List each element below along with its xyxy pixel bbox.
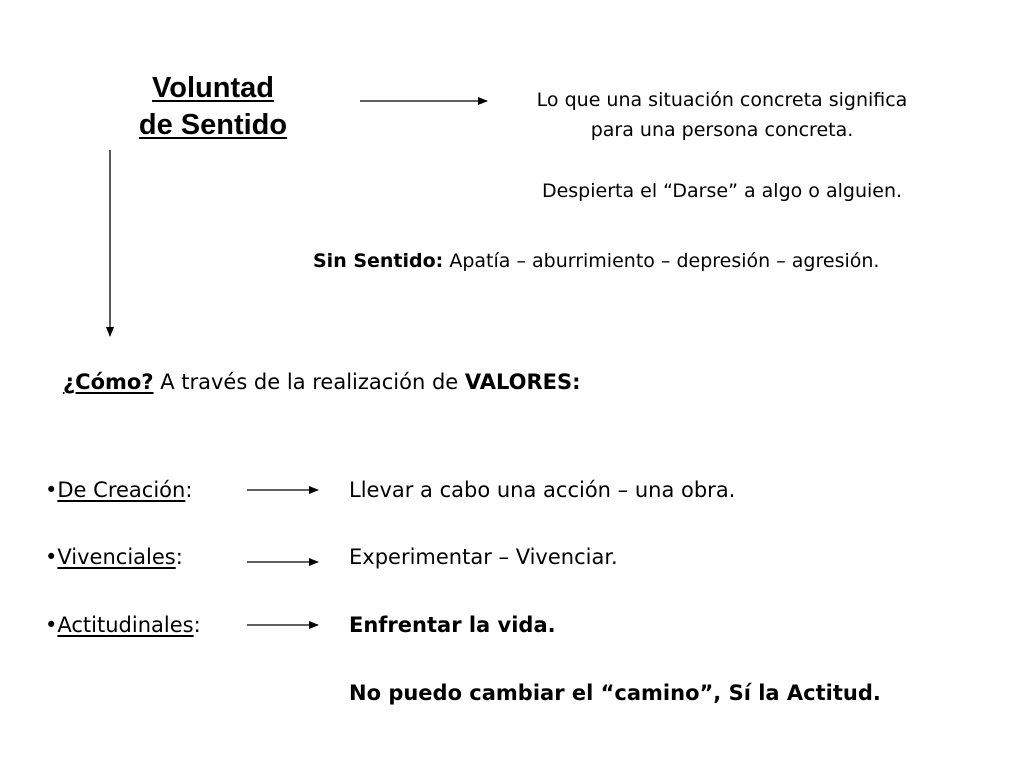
definition-line-2: para una persona concreta. (590, 119, 854, 141)
como-question: ¿Cómo? (63, 370, 154, 394)
despierta-text: Despierta el “Darse” a algo o alguien. (541, 180, 903, 202)
title-line-1: Voluntad (152, 72, 274, 104)
value-label-vivenciales: Vivenciales (57, 545, 176, 569)
definition-line-1: Lo que una situación concreta significa (536, 89, 908, 111)
value-desc-actitudinales: Enfrentar la vida. (349, 613, 556, 637)
value-colon: : (175, 545, 183, 569)
sin-sentido-line (313, 246, 879, 276)
definition-text (472, 85, 972, 145)
como-colon: : (572, 370, 581, 394)
value-desc-vivenciales: Experimentar – Vivenciar. (349, 545, 618, 569)
value-item-creacion (45, 475, 192, 505)
value-colon: : (193, 613, 201, 637)
bullet: • (45, 545, 58, 569)
value-colon: : (185, 478, 193, 502)
como-line (63, 367, 581, 397)
sin-sentido-label: Sin Sentido: (313, 250, 444, 272)
sin-sentido-text: Apatía – aburrimiento – depresión – agresión. (443, 250, 880, 272)
value-item-vivenciales (45, 542, 183, 572)
title-line-2: de Sentido (138, 109, 288, 141)
value-label-creacion: De Creación (57, 478, 186, 502)
bullet: • (45, 478, 58, 502)
valores-keyword: VALORES (464, 370, 573, 394)
closing-statement: No puedo cambiar el “camino”, Sí la Actitud. (349, 681, 881, 705)
value-desc-creacion: Llevar a cabo una acción – una obra. (349, 478, 736, 502)
page-title (108, 70, 318, 144)
value-label-actitudinales: Actitudinales (57, 613, 194, 637)
value-item-actitudinales (45, 610, 201, 640)
como-text: A través de la realización de (153, 370, 465, 394)
bullet: • (45, 613, 58, 637)
